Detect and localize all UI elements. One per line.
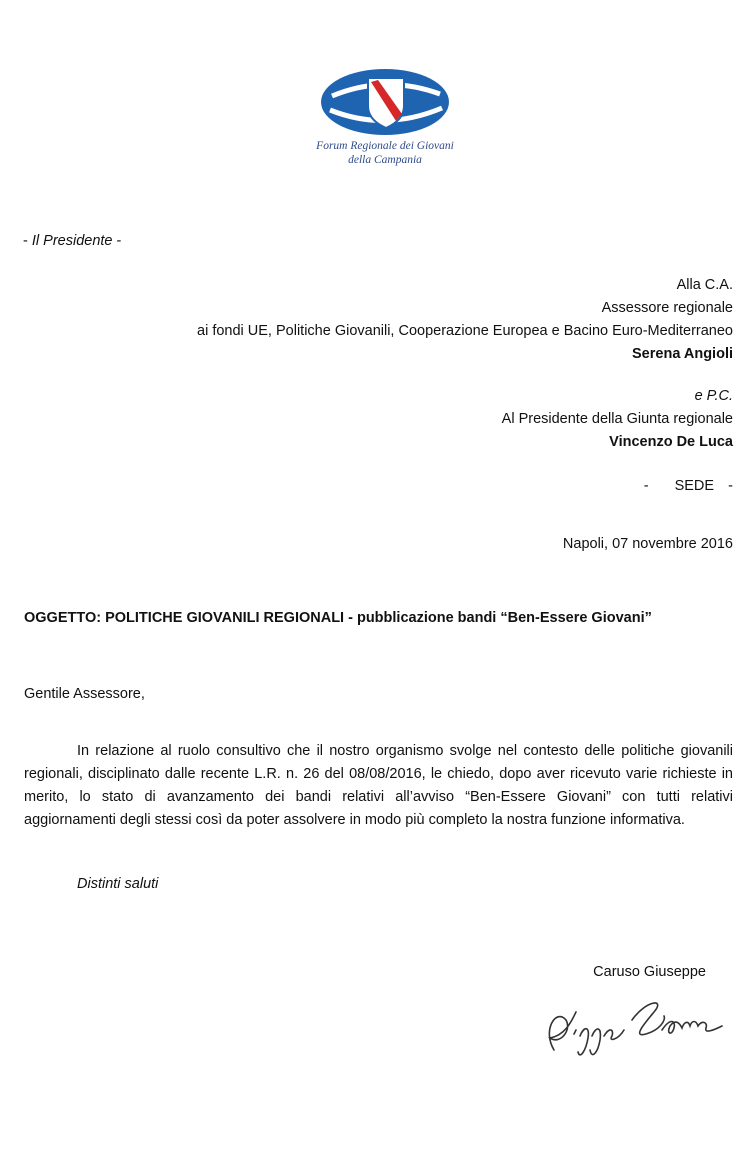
subject-line: OGGETTO: POLITICHE GIOVANILI REGIONALI - pubblicazione bandi “Ben-Essere Giovani” [24, 610, 652, 626]
greeting: Gentile Assessore, [24, 686, 145, 702]
place-date [563, 533, 733, 556]
dash: - [116, 233, 122, 249]
signer-name: Caruso Giuseppe [593, 964, 706, 980]
cc-role: Al Presidente della Giunta regionale [501, 411, 733, 427]
dash: - [23, 233, 28, 249]
closing: Distinti saluti [77, 876, 159, 892]
recipient-portfolio: ai fondi UE, Politiche Giovanili, Cooperazione Europea e Bacino Euro-Mediterraneo [197, 323, 733, 339]
logo-line-2: della Campania [348, 154, 422, 166]
seat-label: SEDE [674, 478, 715, 494]
seat-line [644, 475, 733, 498]
sender-title: Il Presidente [31, 233, 113, 249]
letter-body: In relazione al ruolo consultivo che il nostro organismo svolge nel contesto delle politiche giovanili regionali, disciplinato dalle recente L.R. n. 26 del 08/08/2016, le chiedo, dopo aver ricevuto varie richieste in merito, lo stato di avanzamento dei bandi relativi all’avviso “Ben-Essere Giovani” con tutti relativi aggiornamenti degli stessi così da poter assolvere in modo più completo la nostra funzione informativa. [24, 743, 733, 828]
recipient-name: Serena Angioli [632, 346, 733, 362]
cc-label: e P.C. [694, 388, 733, 404]
forum-logo [300, 66, 470, 176]
recipient-role: Assessore regionale [601, 300, 733, 316]
recipient-block [197, 274, 733, 366]
handwritten-signature-icon [536, 990, 726, 1069]
attention-line: Alla C.A. [676, 277, 733, 293]
place-date-text: Napoli, 07 novembre 2016 [562, 536, 733, 552]
cc-block [502, 385, 733, 454]
dash: - [643, 478, 649, 494]
cc-name: Vincenzo De Luca [609, 434, 733, 450]
campania-shield-icon [318, 66, 452, 138]
logo-line-1: Forum Regionale dei Giovani [316, 140, 454, 152]
dash: - [728, 478, 733, 494]
sender-title-line [23, 233, 121, 249]
